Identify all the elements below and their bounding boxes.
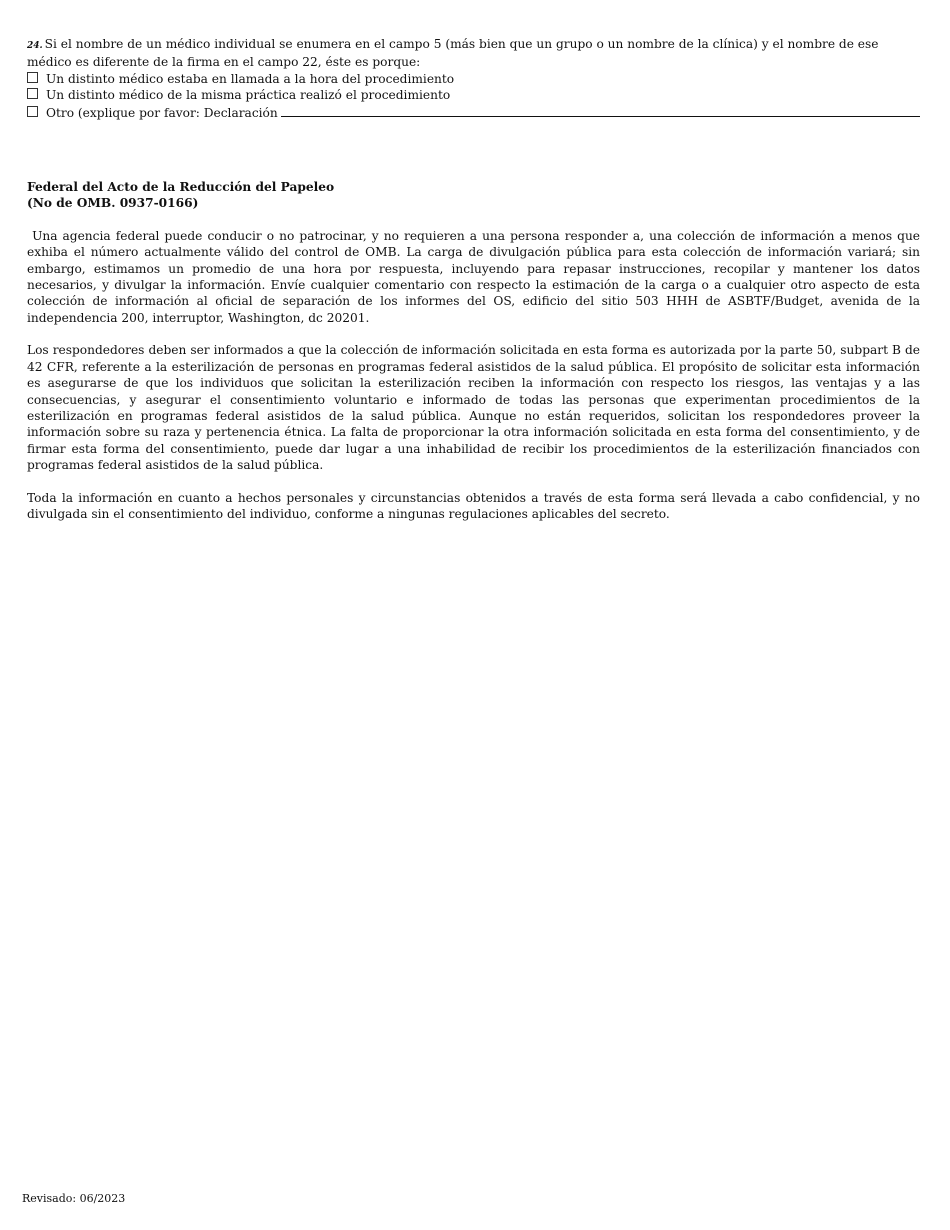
option-label: Un distinto médico de la misma práctica realizó el procedimiento — [46, 88, 451, 103]
question-24-option-same-practice — [27, 87, 920, 103]
option-label: Otro (explique por favor: Declaración — [46, 105, 278, 120]
revision-date: Revisado: 06/2023 — [22, 1192, 126, 1205]
question-24-option-on-call — [27, 71, 920, 87]
other-explanation-field[interactable] — [281, 104, 920, 117]
question-24-number: 24. — [27, 41, 43, 51]
paperwork-act-title — [27, 179, 920, 212]
question-24-intro — [27, 36, 920, 71]
question-24-option-other — [27, 104, 920, 121]
other-checkbox[interactable] — [27, 106, 38, 117]
option-label: Un distinto médico estaba en llamada a la hora del procedimiento — [46, 71, 455, 86]
same-practice-checkbox[interactable] — [27, 88, 38, 99]
omb-number: (No de OMB. 0937-0166) — [27, 196, 199, 211]
on-call-checkbox[interactable] — [27, 72, 38, 83]
authority-paragraph: Los respondedores deben ser informados a que la colección de información solicitada en esta forma es autorizada por la parte 50, subpart B de 42 CFR, referente a la esterilización de personas en programas federal asistidos de la salud pública. El propósito de solicitar esta información es asegurarse de que los individuos que solicitan la esterilización reciben la información con respecto los riesgos, las ventajas y a las consecuencias, y asegurar el consentimiento voluntario e informado de todas las personas que experimentan procedimientos de la esterilización en programas federal asistidos de la salud pública. Aunque no están requeridos, solicitan los respondedores proveer la información sobre su raza y pertenencia étnica. La falta de proporcionar la otra información solicitada en esta forma del consentimiento, y de firmar esta forma del consentimiento, puede dar lugar a una inhabilidad de recibir los procedimientos de la esterilización financiados con programas federal asistidos de la salud pública. — [27, 343, 920, 473]
confidentiality-paragraph: Toda la información en cuanto a hechos personales y circunstancias obtenidos a través de esta forma será llevada a cabo confidencial, y no divulgada sin el consentimiento del individuo, conforme a ningunas regulaciones aplicables del secreto. — [27, 490, 920, 521]
paperwork-act-heading: Federal del Acto de la Reducción del Papeleo — [27, 180, 335, 195]
form-page — [27, 36, 924, 522]
question-24-text: Si el nombre de un médico individual se enumera en el campo 5 (más bien que un grupo o un nombre de la clínica) y el nombre de ese médico es diferente de la firma en el campo 22, éste es porque: — [27, 37, 879, 70]
burden-statement-paragraph: Una agencia federal puede conducir o no patrocinar, y no requieren a una persona responder a, una colección de información a menos que exhiba el número actualmente válido del control de OMB. La carga de divulgación pública para esta colección de información variará; sin embargo, estimamos un promedio de una hora por respuesta, incluyendo para repasar instrucciones, recopilar y mantener los datos necesarios, y divulgar la información. Envíe cualquier comentario con respecto la estimación de la carga o a cualquier otro aspecto de esta colección de información al oficial de separación de los informes del OS, edificio del sitio 503 HHH de ASBTF/Budget, avenida de la independencia 200, interruptor, Washington, dc 20201. — [27, 228, 924, 325]
